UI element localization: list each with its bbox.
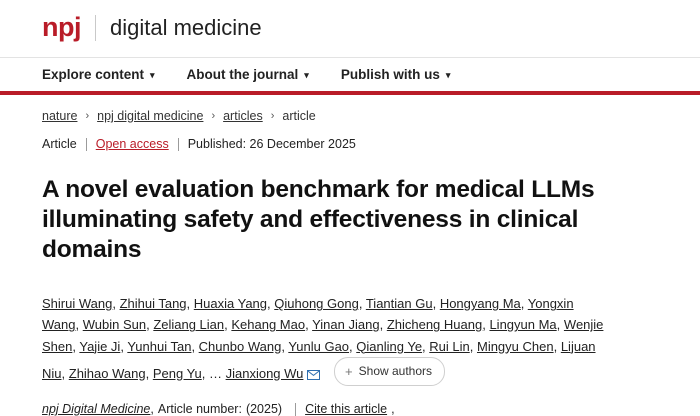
breadcrumb-item-npj-digital-medicine[interactable]: npj digital medicine	[97, 109, 204, 123]
nav-label-publish-with-us: Publish with us	[340, 67, 440, 82]
article-number-label: Article number:	[157, 402, 242, 416]
nav-item-publish-with-us[interactable]	[341, 67, 451, 82]
main-navigation	[0, 57, 700, 95]
breadcrumb-separator: ›	[270, 110, 275, 122]
author-link[interactable]: Zhicheng Huang	[386, 317, 483, 333]
masthead	[0, 0, 700, 51]
show-authors-label: Show authors	[358, 363, 433, 378]
author-link[interactable]: Zhihao Wang	[68, 365, 146, 381]
author-link[interactable]: Peng Yu	[152, 365, 202, 381]
logo-divider	[95, 15, 96, 41]
author-link[interactable]: Wubin Sun	[82, 317, 147, 333]
author-link[interactable]: Yinan Jiang	[312, 317, 380, 333]
citation-divider	[295, 403, 296, 416]
meta-divider	[86, 138, 87, 151]
author-link[interactable]: Huaxia Yang	[193, 296, 268, 312]
page-title: A novel evaluation benchmark for medical LLMs illuminating safety and effectiveness in clinical domains	[42, 176, 595, 264]
show-authors-button[interactable]	[334, 357, 445, 386]
chevron-down-icon: ▾	[445, 70, 451, 80]
author-ellipsis: …	[208, 365, 222, 381]
article-meta	[0, 123, 700, 151]
article-number-value: (2025)	[245, 402, 283, 416]
author-link[interactable]: Shirui Wang	[42, 296, 113, 312]
author-link[interactable]: Yunhui Tan	[127, 338, 192, 354]
npj-logo[interactable]: npj	[42, 12, 81, 42]
journal-link[interactable]: npj Digital Medicine	[42, 402, 151, 416]
citation-comma: ,	[150, 402, 154, 416]
corresponding-author-link[interactable]: Jianxiong Wu	[225, 365, 304, 381]
author-link[interactable]: Yunlu Gao	[288, 338, 350, 354]
journal-title[interactable]: digital medicine	[110, 14, 262, 40]
author-link[interactable]: Mingyu Chen	[476, 338, 554, 354]
breadcrumb-item-article: article	[282, 109, 316, 123]
article-type-label: Article	[42, 137, 77, 151]
citation-line	[0, 386, 700, 416]
author-link[interactable]: Yongxin Wang	[42, 296, 574, 333]
published-date: Published: 26 December 2025	[187, 137, 356, 151]
open-access-link[interactable]: Open access	[95, 137, 169, 151]
author-link[interactable]: Qiuhong Gong	[274, 296, 359, 312]
author-link[interactable]: Yajie Ji	[79, 338, 121, 354]
envelope-icon[interactable]	[307, 365, 320, 386]
author-link[interactable]: Qianling Ye	[356, 338, 423, 354]
breadcrumb-item-articles[interactable]: articles	[223, 109, 263, 123]
chevron-down-icon: ▾	[150, 70, 155, 80]
nav-label-about-the-journal: About the journal	[186, 67, 299, 82]
author-link[interactable]: Lijuan Niu	[42, 338, 596, 381]
author-link[interactable]: Zeliang Lian	[153, 317, 225, 333]
plus-icon: +	[345, 363, 353, 379]
meta-divider	[178, 138, 179, 151]
nav-label-explore-content: Explore content	[42, 67, 145, 82]
author-link[interactable]: Chunbo Wang	[198, 338, 282, 354]
author-list: Shirui Wang, Zhihui Tang, Huaxia Yang, Qiuhong Gong, Tiantian Gu, Hongyang Ma, Yongxin Wang, Wubin Sun, Zeliang Lian, Kehang Mao, Yinan Jiang, Zhicheng Huang, Lingyun Ma, Wenjie Shen, Yajie Ji, Yunhui Tan, Chunbo Wang, Yunlu Gao, Qianling Ye, Rui Lin, Mingyu Chen, Lijuan Niu, Zhihao Wang, Peng Yu, … Jianxiong Wu + Show authors	[0, 281, 648, 386]
breadcrumb-item-nature[interactable]: nature	[42, 109, 78, 123]
chevron-down-icon: ▾	[304, 70, 309, 80]
breadcrumb-separator: ›	[211, 110, 216, 122]
author-link[interactable]: Hongyang Ma	[439, 296, 521, 312]
author-link[interactable]: Kehang Mao	[231, 317, 306, 333]
author-link[interactable]: Rui Lin	[429, 338, 470, 354]
citation-trailing-comma: ,	[391, 402, 395, 416]
nav-item-explore-content[interactable]	[42, 67, 155, 82]
author-link[interactable]: Wenjie Shen	[42, 317, 604, 354]
author-link[interactable]: Lingyun Ma	[489, 317, 557, 333]
author-link[interactable]: Tiantian Gu	[365, 296, 433, 312]
author-link[interactable]: Zhihui Tang	[119, 296, 187, 312]
breadcrumb	[0, 95, 700, 123]
cite-this-article-link[interactable]: Cite this article	[305, 402, 388, 416]
breadcrumb-separator: ›	[85, 110, 90, 122]
nav-item-about-the-journal[interactable]	[187, 67, 309, 82]
